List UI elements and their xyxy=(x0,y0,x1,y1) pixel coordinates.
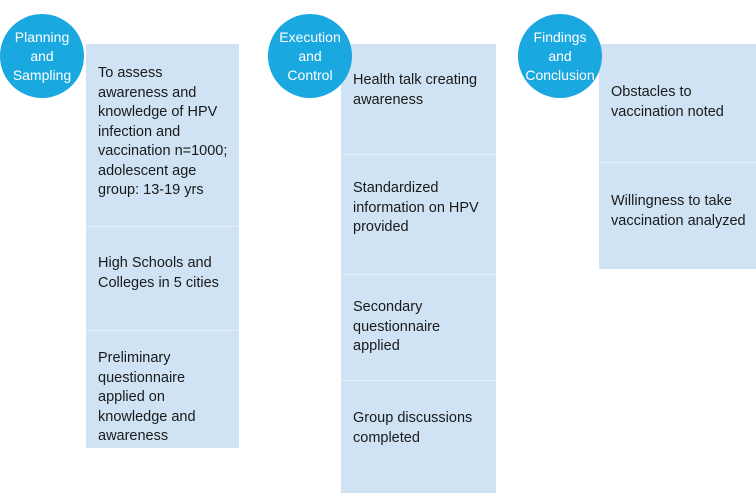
planning-step-1: To assess awareness and knowledge of HPV infection and vaccination n=1000; adolescent age group: 13-19 yrs xyxy=(98,65,228,198)
planning-sampling-circle: Planning and Sampling xyxy=(0,14,84,98)
execution-step-4: Group discussions completed xyxy=(341,380,496,448)
planning-step-2: High Schools and Colleges in 5 cities xyxy=(86,226,239,293)
planning-step-3: Preliminary questionnaire applied on knowledge and awareness xyxy=(86,330,239,447)
planning-panel xyxy=(86,44,239,448)
execution-step-3: Secondary questionnaire applied xyxy=(341,274,496,357)
execution-step-1: Health talk creating awareness xyxy=(353,72,478,108)
findings-step-2: Willingness to take vaccination analyzed xyxy=(599,162,756,231)
execution-panel xyxy=(341,44,496,493)
findings-conclusion-circle: Findings and Conclusion xyxy=(518,14,602,98)
findings-panel xyxy=(599,44,756,269)
execution-control-circle: Execution and Control xyxy=(268,14,352,98)
execution-step-2: Standardized information on HPV provided xyxy=(341,154,496,238)
findings-step-1: Obstacles to vaccination noted xyxy=(611,84,724,120)
